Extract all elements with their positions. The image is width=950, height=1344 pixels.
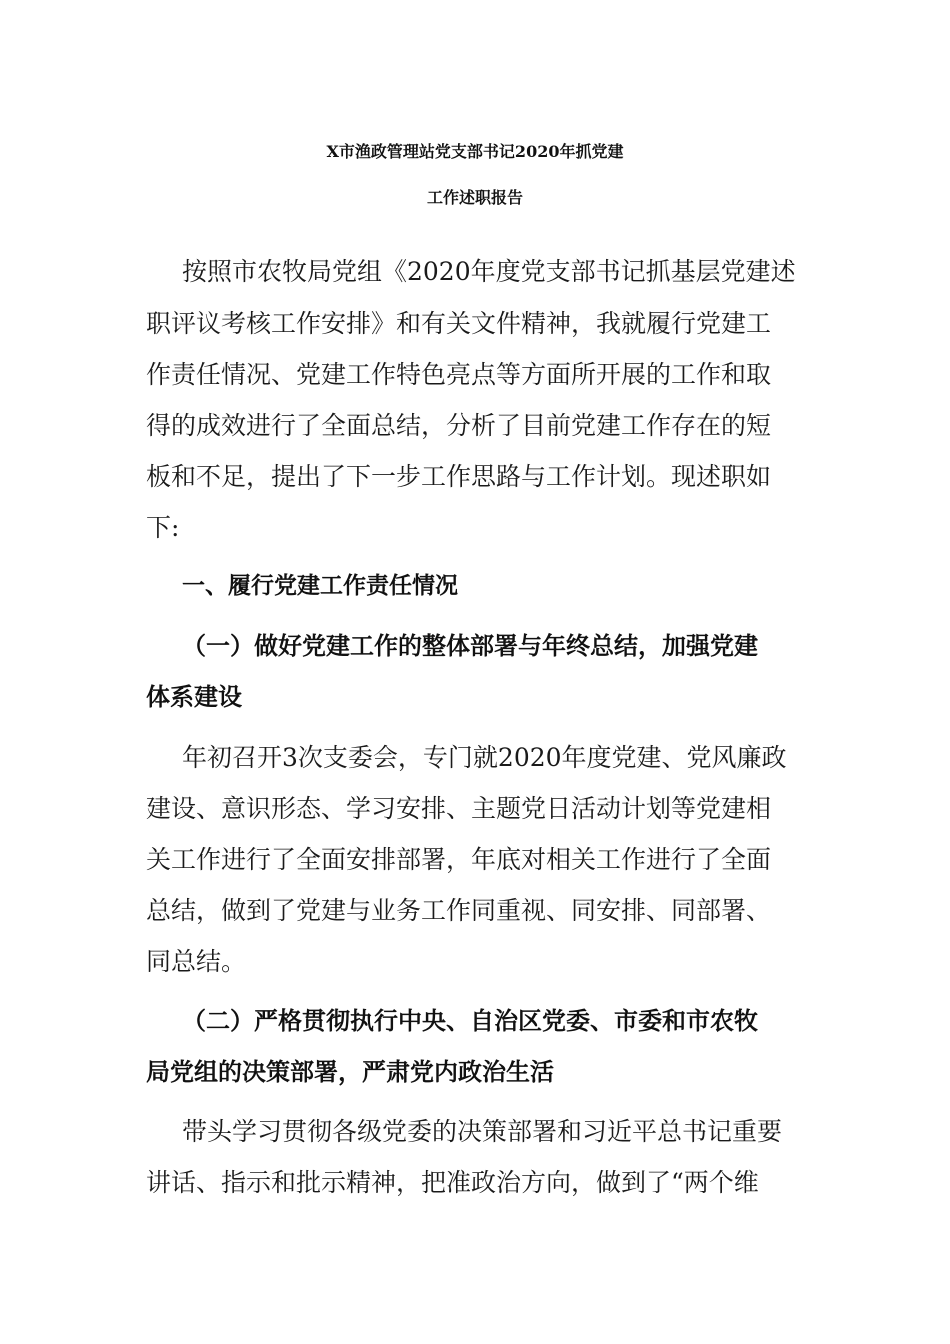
subsection-1-paragraph-line: 年初召开3次支委会，专门就2020年度党建、党风廉政 — [182, 743, 787, 772]
document-title-line-1: X市渔政管理站党支部书记2020年抓党建 — [326, 142, 624, 161]
subsection-1-paragraph-line: 关工作进行了全面安排部署，年底对相关工作进行了全面 — [146, 845, 772, 874]
intro-paragraph-line: 得的成效进行了全面总结，分析了目前党建工作存在的短 — [146, 411, 772, 440]
subsection-2-paragraph-line: 讲话、指示和批示精神，把准政治方向，做到了“两个维 — [146, 1168, 759, 1197]
subsection-2-paragraph-line: 带头学习贯彻各级党委的决策部署和习近平总书记重要 — [182, 1117, 783, 1146]
subsection-heading-2-line-2: 局党组的决策部署，严肃党内政治生活 — [146, 1057, 554, 1086]
intro-paragraph-line: 下: — [146, 513, 180, 542]
document-title-line-2: 工作述职报告 — [426, 188, 523, 207]
intro-paragraph-line: 作责任情况、党建工作特色亮点等方面所开展的工作和取 — [146, 360, 772, 389]
intro-paragraph-line: 板和不足，提出了下一步工作思路与工作计划。现述职如 — [146, 462, 772, 491]
section-heading-1: 一、履行党建工作责任情况 — [182, 573, 458, 599]
subsection-heading-2-line-1: （二）严格贯彻执行中央、自治区党委、市委和市农牧 — [182, 1006, 758, 1035]
subsection-heading-1-line-2: 体系建设 — [146, 682, 242, 711]
subsection-1-paragraph-line: 总结，做到了党建与业务工作同重视、同安排、同部署、 — [146, 896, 772, 925]
intro-paragraph-line: 按照市农牧局党组《2020年度党支部书记抓基层党建述 — [182, 257, 796, 286]
subsection-1-paragraph-line: 建设、意识形态、学习安排、主题党日活动计划等党建相 — [146, 794, 772, 823]
intro-paragraph-line: 职评议考核工作安排》和有关文件精神，我就履行党建工 — [146, 309, 772, 338]
subsection-heading-1-line-1: （一）做好党建工作的整体部署与年终总结，加强党建 — [182, 631, 758, 660]
subsection-1-paragraph-line: 同总结。 — [146, 947, 247, 976]
